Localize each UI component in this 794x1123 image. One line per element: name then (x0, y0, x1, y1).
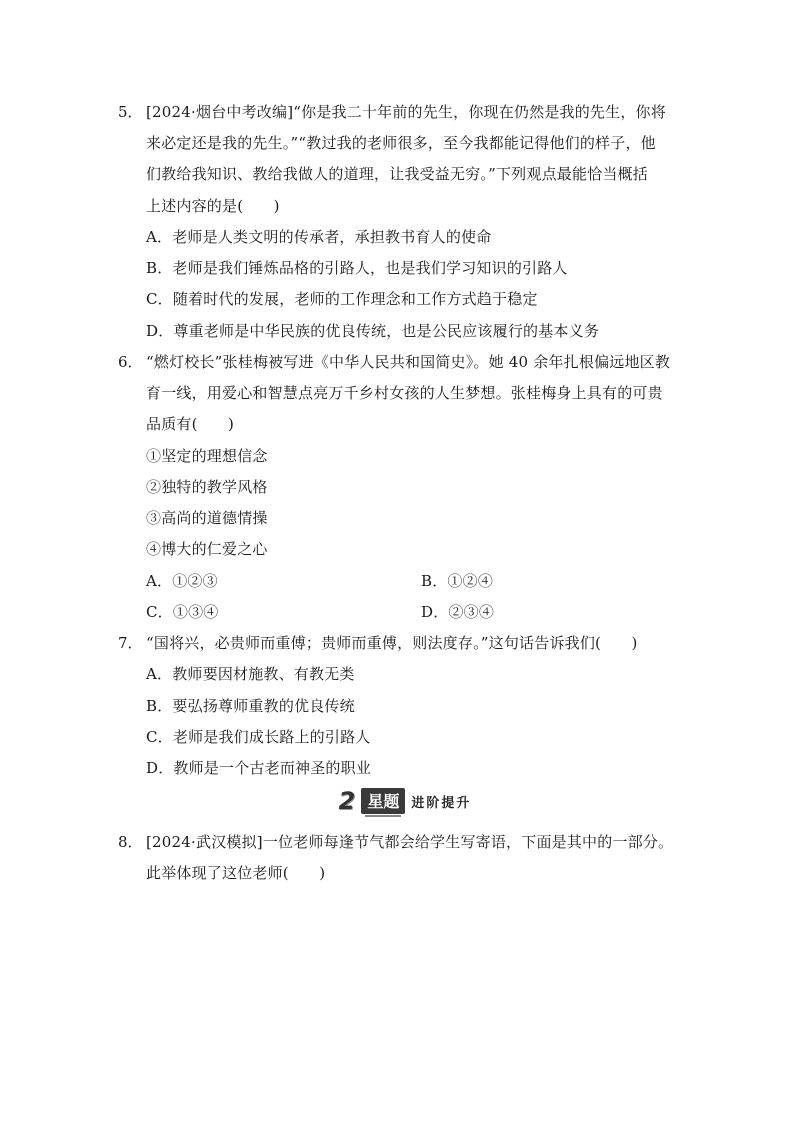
option-b: B．老师是我们锤炼品格的引路人，也是我们学习知识的引路人 (146, 259, 568, 277)
question-number: 8． (118, 833, 143, 851)
question-text-line: [2024·武汉模拟]一位老师每逢节气都会给学生写寄语，下面是其中的一部分。 (146, 833, 674, 851)
option-d: D．教师是一个古老而神圣的职业 (146, 759, 372, 777)
question-text-line: 们教给我知识、教给我做人的道理，让我受益无穷。”下列观点最能恰当概括 (146, 165, 648, 183)
statement-item: ③高尚的道德情操 (146, 509, 268, 527)
statement-item: ②独特的教学风格 (146, 478, 268, 496)
question-text-line: [2024·烟台中考改编]“你是我二十年前的先生，你现在仍然是我的先生，你将 (146, 103, 666, 121)
option-c: C．①③④ (146, 603, 219, 621)
question-text-line: 上述内容的是( ) (146, 197, 280, 215)
question-text-line: “燃灯校长”张桂梅被写进《中华人民共和国简史》。她 40 余年扎根偏远地区教 (146, 353, 671, 371)
section-banner (325, 788, 485, 814)
section-subtitle: 进阶提升 (411, 795, 472, 811)
section-title: 星题 (361, 788, 405, 814)
option-a: A．①②③ (146, 572, 218, 590)
option-d: D．②③④ (421, 603, 495, 621)
question-number: 7． (118, 634, 143, 652)
statement-item: ④博大的仁爱之心 (146, 540, 268, 558)
question-text-line: 来必定还是我的先生。”“教过我的老师很多，至今我都能记得他们的样子，他 (146, 134, 656, 152)
section-number-badge: 2 (338, 787, 356, 815)
question-text-line: “国将兴，必贵师而重傅；贵师而重傅，则法度存。”这句话告诉我们( ) (146, 634, 638, 652)
option-c: C．随着时代的发展，老师的工作理念和工作方式趋于稳定 (146, 290, 538, 308)
question-text-line: 育一线，用爱心和智慧点亮万千乡村女孩的人生梦想。张桂梅身上具有的可贵 (146, 384, 663, 402)
option-c: C．老师是我们成长路上的引路人 (146, 728, 371, 746)
question-text-line: 此举体现了这位老师( ) (146, 864, 326, 882)
option-a: A．教师要因材施教、有教无类 (146, 665, 355, 683)
option-b: B．要弘扬尊师重教的优良传统 (146, 697, 355, 715)
question-text-line: 品质有( ) (146, 415, 235, 433)
question-number: 5． (118, 103, 143, 121)
statement-item: ①坚定的理想信念 (146, 447, 268, 465)
option-a: A．老师是人类文明的传承者，承担教书育人的使命 (146, 228, 492, 246)
option-b: B．①②④ (421, 572, 494, 590)
option-d: D．尊重老师是中华民族的优良传统，也是公民应该履行的基本义务 (146, 322, 600, 340)
question-number: 6． (118, 353, 143, 371)
